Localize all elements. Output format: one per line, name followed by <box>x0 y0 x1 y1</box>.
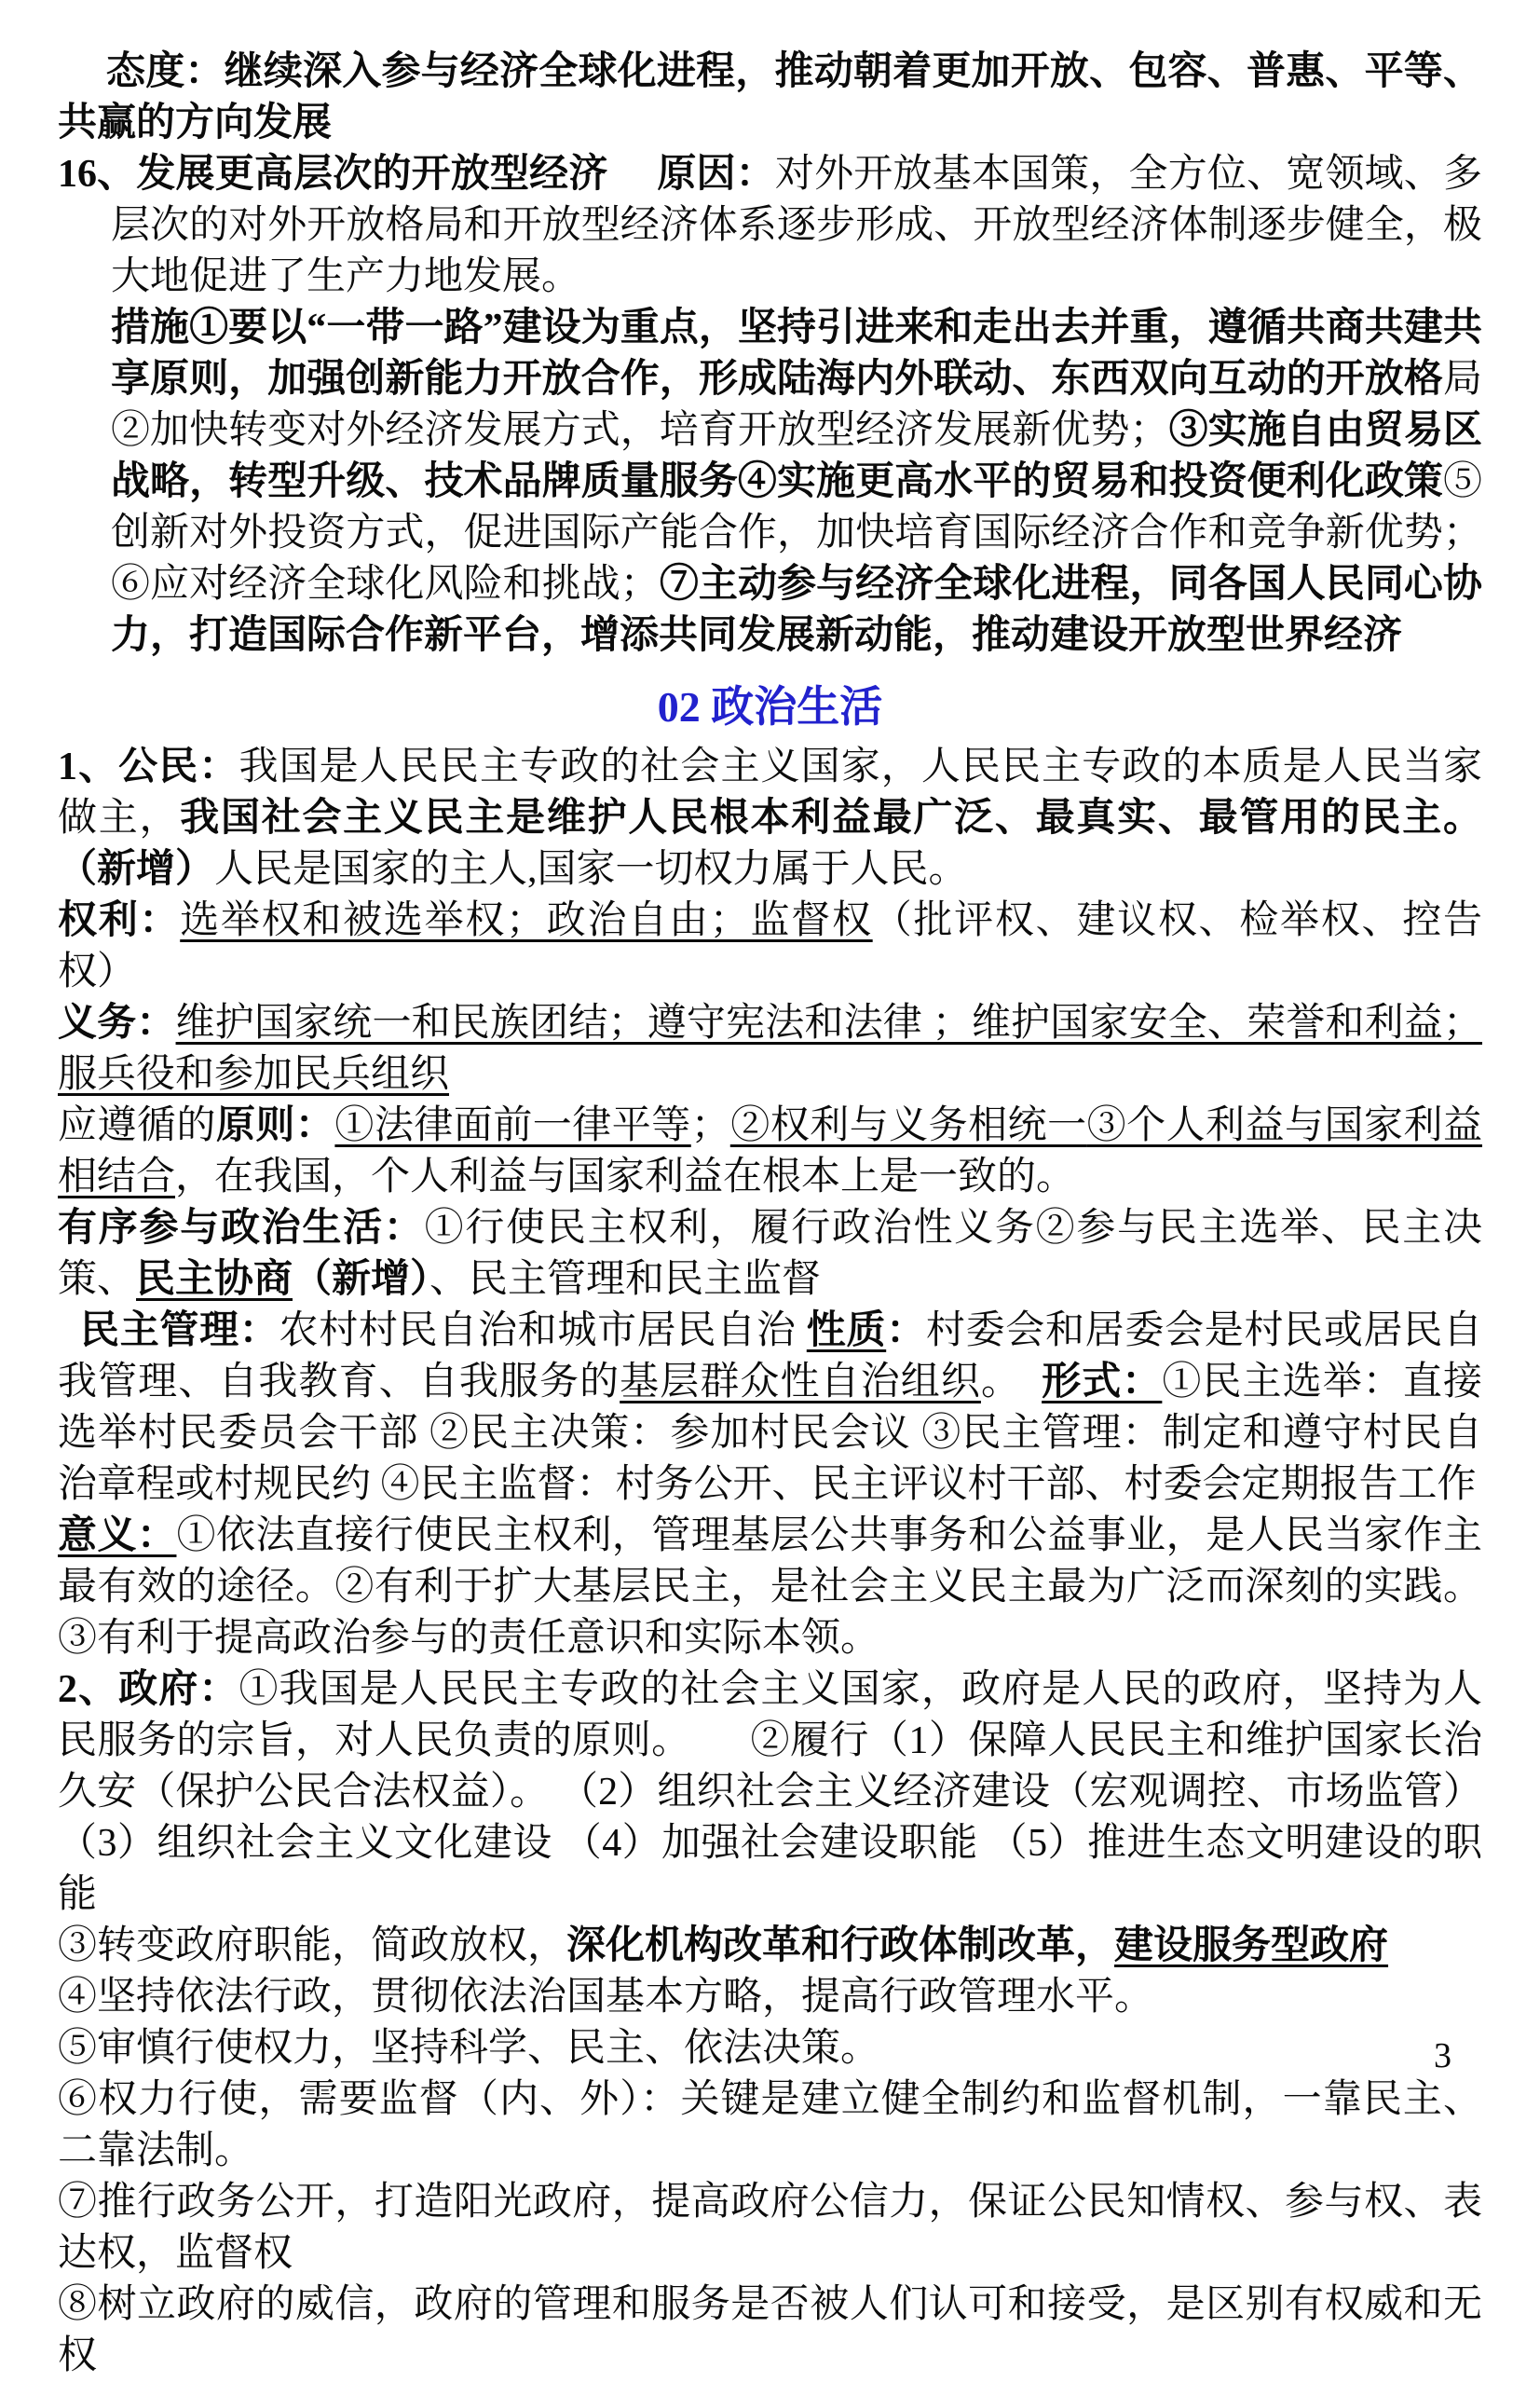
text-run: 维护国家统一和民族团结；遵守宪法和法律 ；维护国家安全、荣誉和利益；服兵役和参加民兵组织 <box>58 1002 1482 1096</box>
text-run: 民主协商 <box>136 1258 293 1301</box>
para-gov-transform <box>58 1921 1482 1972</box>
text-run: 我国社会主义民主是维护人民根本利益最广泛、最真实、最管用的民主。（新增） <box>58 797 1482 891</box>
text-run: 、民主管理和民主监督 <box>429 1258 822 1301</box>
para-rights <box>58 896 1482 998</box>
para-democratic-management <box>58 1306 1516 1664</box>
section-political-life <box>58 742 1516 2382</box>
text-run: ⑦推行政务公开，打造阳光政府，提高政府公信力，保证公民知情权、参与权、表达权，监督权 <box>58 2181 1482 2275</box>
text-run: ②权利与义务相统一 <box>729 1104 1087 1147</box>
text-run: 建设服务型政府 <box>1114 1924 1389 1967</box>
para-item-16 <box>58 149 1482 303</box>
text-run: 农村村民自治和城市居民自治 <box>279 1309 807 1352</box>
text-run: ③实施自由贸易区战略，转型升级、技术品牌质量服务④实施更高水平的贸易和投资便利化政策 <box>111 409 1482 503</box>
para-gov-law <box>58 1972 1482 2023</box>
text-run: 2、政府： <box>58 1668 239 1711</box>
text-run: 应遵循的 <box>58 1104 216 1147</box>
text-run: ①依法直接行使民主权利，管理基层公共事务和公益事业，是人民当家作主最有效的途径。②有利于扩大基层民主，是社会主义民主最为广泛而深刻的实践。③有利于提高政治参与的责任意识和实际本领。 <box>58 1514 1482 1660</box>
text-run: 性质 <box>806 1309 887 1352</box>
para-attitude <box>58 47 1482 149</box>
text-run: ①行使民主权利，履行政治性义务②参与民主选举、民主决策、 <box>58 1207 1482 1301</box>
para-government <box>58 1664 1482 1921</box>
text-run: ④坚持依法行政，贯彻依法治国基本方略，提高行政管理水平。 <box>58 1976 1154 2019</box>
page-number: 3 <box>1434 2036 1451 2075</box>
text-run: 选举权和被选举权；政治自由；监督权 <box>180 899 873 942</box>
text-run: 村委会和居委会是村民或居民自我管理、自我教育、自我服务的 <box>58 1309 1482 1403</box>
section-open-economy <box>58 47 1482 662</box>
text-run: 原则： <box>215 1104 335 1147</box>
text-run: 权利： <box>58 899 181 942</box>
text-run: ③个人利益与国家利益相结合 <box>58 1104 1482 1198</box>
para-measures <box>111 303 1482 662</box>
text-run: 义务： <box>58 1002 176 1045</box>
text-run: 基层群众性自治组织 <box>620 1361 981 1403</box>
text-run: ⑤审慎行使权力，坚持科学、民主、依法决策。 <box>58 2027 880 2070</box>
para-participation <box>58 1203 1482 1306</box>
text-run: ①我国是人民民主专政的社会主义国家，政府是人民的政府，坚持为人民服务的宗旨，对人民负责的原则。 ②履行（1）保障人民民主和维护国家长治久安（保护公民合法权益）。 （2）组织社会主义经济建设（宏观调控、市场监管）（3）组织社会主义文化建设 （4）加强社会建设职能 （5）推进生态文明建设的职能 <box>58 1668 1482 1916</box>
text-run: 深化机构改革和行政体制改革， <box>566 1924 1115 1967</box>
text-run: 对外开放基本国策，全方位、宽领域、多层次的对外开放格局和开放型经济体系逐步形成、开放型经济体制逐步健全，极大地促进了生产力地发展。 <box>111 153 1482 298</box>
text-run: ⑦主动参与经济全球化进程，同各国人民同心协力，打造国际合作新平台，增添共同发展新动能，推动建设开放型世界经济 <box>111 563 1482 657</box>
text-run: 16、发展更高层次的开放型经济 原因： <box>58 153 775 196</box>
para-duties <box>58 998 1482 1101</box>
text-run: 。 <box>980 1361 1043 1403</box>
text-run: 我国是人民民主专政的社会主义国家，人民民主专政的本质是人民当家做主， <box>58 746 1482 840</box>
text-run: 民主管理： <box>80 1309 279 1352</box>
text-run: ： <box>886 1309 926 1352</box>
text-run: （新增） <box>293 1258 430 1301</box>
text-run: 局②加快转变对外经济发展方式，培育开放型经济发展新优势； <box>111 358 1482 452</box>
para-gov-authority <box>58 2279 1482 2382</box>
text-run: ⑤创新对外投资方式，促进国际产能合作，加快培育国际经济合作和竞争新优势；⑥应对经济全球化风险和挑战； <box>111 460 1482 606</box>
para-citizen <box>58 742 1482 896</box>
text-run: ①法律面前一律平等 <box>334 1104 691 1147</box>
text-run: ，在我国，个人利益与国家利益在根本上是一致的。 <box>175 1156 1076 1198</box>
text-run: 人民是国家的主人,国家一切权力属于人民。 <box>214 848 968 891</box>
text-run: （批评权、建议权、检举权、控告权） <box>58 899 1482 993</box>
text-run: 有序参与政治生活： <box>58 1207 425 1250</box>
text-run: ⑥权力行使，需要监督（内、外）：关键是建立健全制约和监督机制，一靠民主、二靠法制。 <box>58 2078 1482 2172</box>
text-run: 1、公民： <box>58 746 239 788</box>
text-run: ①民主选举：直接选举村民委员会干部 ②民主决策：参加村民会议 ③民主管理：制定和遵守村民自治章程或村规民约 ④民主监督：村务公开、民主评议村干部、村委会定期报告工作 <box>58 1361 1516 1506</box>
para-principles <box>58 1101 1482 1203</box>
para-gov-openness <box>58 2177 1482 2279</box>
text-run: ⑧树立政府的威信，政府的管理和服务是否被人们认可和接受，是区别有权威和无权 <box>58 2283 1482 2377</box>
text-run: 态度：继续深入参与经济全球化进程，推动朝着更加开放、包容、普惠、平等、共赢的方向发展 <box>58 50 1482 144</box>
text-run: 形式： <box>1042 1361 1163 1403</box>
text-run: 措施①要以“一带一路”建设为重点，坚持引进来和走出去并重，遵循共商共建共享原则，加强创新能力开放合作，形成陆海内外联动、东西双向互动的开放格 <box>111 307 1482 401</box>
text-run: ； <box>690 1104 730 1147</box>
para-gov-power <box>58 2023 1482 2074</box>
para-gov-supervision <box>58 2074 1482 2177</box>
text-run: ③转变政府职能，简政放权， <box>58 1924 567 1967</box>
text-run: 意义： <box>58 1514 177 1557</box>
section-heading-political-life: 02 政治生活 <box>657 683 883 731</box>
